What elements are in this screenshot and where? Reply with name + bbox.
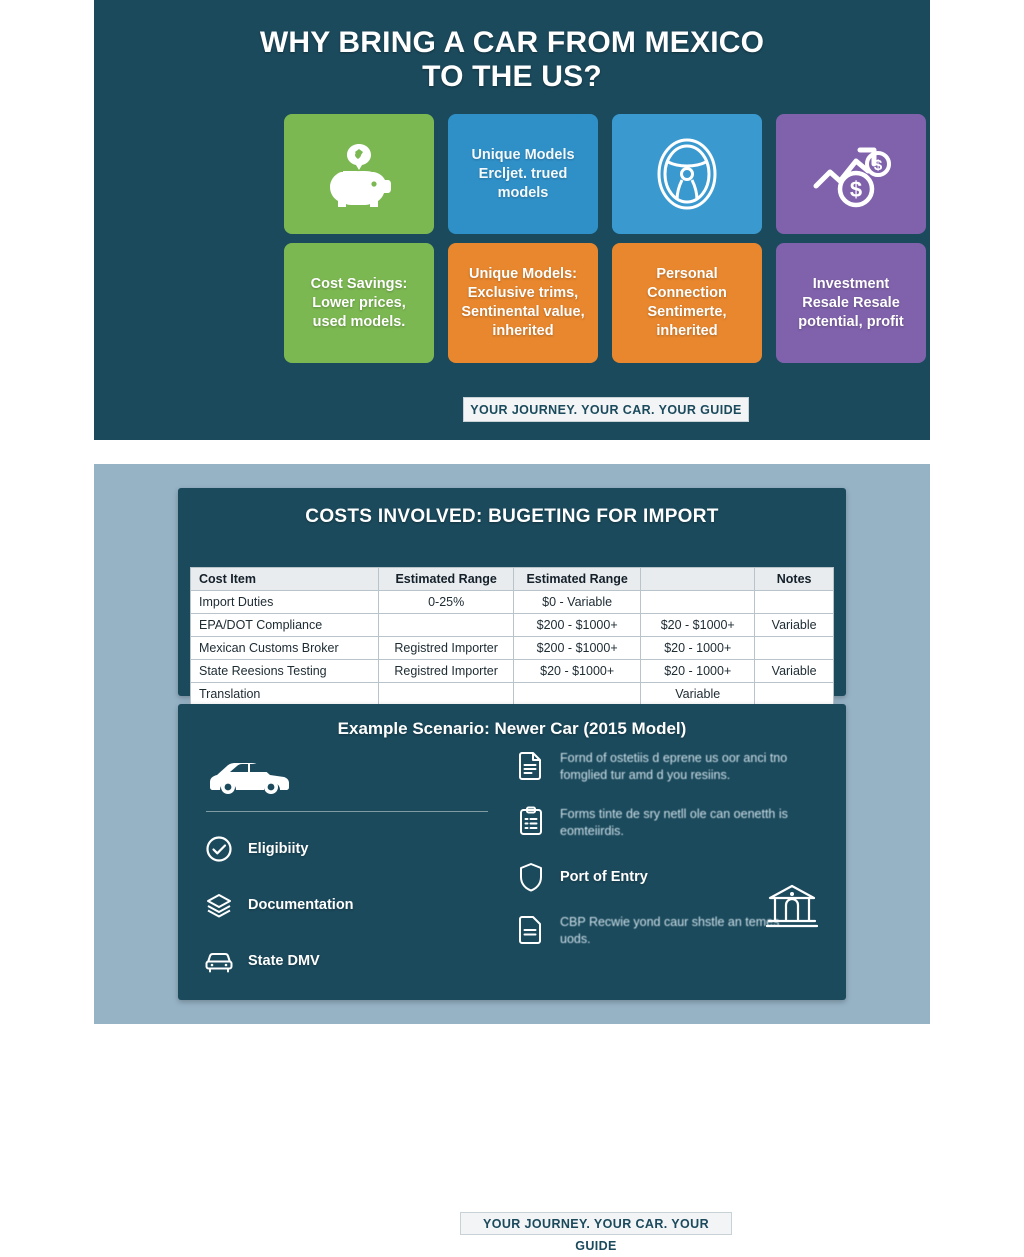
cell-range2: $0 - Variable bbox=[514, 591, 641, 614]
tile-line: inherited bbox=[492, 323, 554, 339]
table-header-row bbox=[191, 568, 834, 591]
example-scenario-title: Example Scenario: Newer Car (2015 Model) bbox=[337, 719, 687, 738]
cell-notes: Variable bbox=[755, 660, 834, 683]
table-row bbox=[191, 683, 834, 706]
list-item-blurb: Forms tinte de sry netll ole can oenetth is eomteiirdis. bbox=[560, 807, 788, 838]
cell-item: Import Duties bbox=[191, 591, 379, 614]
costs-table bbox=[190, 567, 834, 706]
document-icon bbox=[516, 914, 546, 944]
tile-steering-wheel[interactable] bbox=[612, 114, 762, 234]
title-line-1: WHY BRING A CAR FROM MEXICO bbox=[259, 26, 765, 59]
piggy-bank-icon bbox=[321, 138, 397, 210]
tile-unique-models-blue[interactable] bbox=[448, 114, 598, 234]
svg-text:$: $ bbox=[849, 177, 863, 202]
tile-text-unique-models bbox=[461, 265, 584, 341]
cell-range1: Registred Importer bbox=[379, 660, 514, 683]
tile-line: Cost Savings: bbox=[310, 275, 408, 292]
header-blank bbox=[641, 568, 755, 591]
list-item-state-dmv[interactable] bbox=[204, 946, 508, 976]
cell-item: Translation bbox=[191, 683, 379, 706]
table-row bbox=[191, 591, 834, 614]
costs-card-title: COSTS INVOLVED: BUGETING FOR IMPORT bbox=[305, 506, 719, 527]
shield-icon bbox=[516, 862, 546, 892]
header-range-2: Estimated Range bbox=[514, 568, 641, 591]
document-lines-icon bbox=[516, 750, 546, 780]
list-item-label: Eligibiity bbox=[248, 841, 309, 857]
cell-range3 bbox=[641, 591, 755, 614]
steering-wheel-icon bbox=[646, 132, 728, 216]
divider bbox=[206, 811, 488, 812]
list-item-eligibility[interactable] bbox=[204, 834, 508, 864]
text-tile-row bbox=[284, 243, 926, 363]
car-side-icon bbox=[204, 756, 508, 801]
page-title bbox=[94, 26, 930, 94]
tile-text-unique-models-blue bbox=[471, 146, 574, 203]
documents-stack-icon bbox=[204, 891, 234, 919]
icon-tile-row bbox=[284, 114, 926, 234]
svg-text:$: $ bbox=[873, 157, 883, 174]
tile-cost-savings[interactable] bbox=[284, 243, 434, 363]
list-item-label: Port of Entry bbox=[560, 869, 648, 885]
table-row bbox=[191, 660, 834, 683]
tile-investment[interactable] bbox=[776, 243, 926, 363]
header-notes: Notes bbox=[755, 568, 834, 591]
tile-unique-models[interactable] bbox=[448, 243, 598, 363]
list-item-label: State DMV bbox=[248, 953, 320, 969]
tile-line: Lower prices, bbox=[312, 294, 406, 311]
car-front-icon bbox=[204, 948, 234, 974]
example-right-column bbox=[508, 750, 846, 1002]
cell-range1 bbox=[379, 614, 514, 637]
list-item-label: Documentation bbox=[248, 897, 354, 913]
tile-line: Personal bbox=[656, 266, 718, 282]
cell-range2: $20 - $1000+ bbox=[514, 660, 641, 683]
tile-text-investment bbox=[798, 275, 904, 332]
table-row bbox=[191, 637, 834, 660]
cell-notes bbox=[755, 637, 834, 660]
tile-line: Unique Models bbox=[471, 146, 575, 163]
tagline-banner-top: YOUR JOURNEY. YOUR CAR. YOUR GUIDE bbox=[463, 397, 749, 422]
list-item-documentation[interactable] bbox=[204, 890, 508, 920]
bank-building-icon bbox=[766, 883, 818, 934]
tile-line: Resale Resale bbox=[802, 294, 900, 311]
cell-range3: $20 - 1000+ bbox=[641, 637, 755, 660]
tile-line: Sentimerte, bbox=[647, 304, 727, 320]
header-range-1: Estimated Range bbox=[379, 568, 514, 591]
cell-item: State Reesions Testing bbox=[191, 660, 379, 683]
growth-dollar-icon bbox=[808, 134, 894, 214]
cell-notes bbox=[755, 683, 834, 706]
cell-range1 bbox=[379, 683, 514, 706]
tile-line: Connection bbox=[647, 285, 727, 301]
tagline-banner-bottom: YOUR JOURNEY. YOUR CAR. YOUR GUIDE bbox=[460, 1212, 732, 1235]
top-panel bbox=[94, 0, 930, 440]
example-columns bbox=[178, 750, 846, 1002]
cell-item: EPA/DOT Compliance bbox=[191, 614, 379, 637]
bottom-panel bbox=[94, 464, 930, 1253]
cell-range2: $200 - $1000+ bbox=[514, 614, 641, 637]
tile-line: inherited bbox=[656, 323, 718, 339]
tile-line: Unique Models: bbox=[469, 266, 577, 282]
costs-card bbox=[178, 488, 846, 701]
tile-investment-growth[interactable] bbox=[776, 114, 926, 234]
cell-range3: $20 - 1000+ bbox=[641, 660, 755, 683]
tile-line: potential, profit bbox=[798, 313, 904, 330]
list-item-blurb: Fornd of ostetiis d eprene us oor anci tno fomglied tur amd d you resiins. bbox=[560, 751, 788, 782]
cell-range1: 0-25% bbox=[379, 591, 514, 614]
tile-line: models bbox=[497, 184, 549, 201]
tile-line: Sentinental value, bbox=[461, 304, 585, 320]
list-item-document-note-1[interactable] bbox=[516, 750, 846, 784]
table-row bbox=[191, 614, 834, 637]
cell-range3: $20 - $1000+ bbox=[641, 614, 755, 637]
list-item-blurb: CBP Recwie yond caur shstle an temes uods. bbox=[560, 915, 780, 946]
clipboard-icon bbox=[516, 806, 546, 836]
tile-line: Investment bbox=[812, 275, 890, 292]
example-left-column bbox=[178, 750, 508, 1002]
example-scenario-card bbox=[178, 704, 846, 1253]
cell-notes bbox=[755, 591, 834, 614]
tile-line: Exclusive trims, bbox=[467, 285, 579, 301]
cell-range2 bbox=[514, 683, 641, 706]
cell-range3: Variable bbox=[641, 683, 755, 706]
tile-personal-connection[interactable] bbox=[612, 243, 762, 363]
tile-line: Ercljet. trued bbox=[478, 165, 568, 182]
tile-line: used models. bbox=[312, 313, 406, 330]
title-line-2: TO THE US? bbox=[422, 60, 602, 93]
cell-notes: Variable bbox=[755, 614, 834, 637]
list-item-document-note-2[interactable] bbox=[516, 806, 846, 840]
cell-range1: Registred Importer bbox=[379, 637, 514, 660]
tile-text-personal-connection bbox=[647, 265, 727, 341]
cell-range2: $200 - $1000+ bbox=[514, 637, 641, 660]
tile-text-cost-savings bbox=[311, 275, 408, 332]
cell-item: Mexican Customs Broker bbox=[191, 637, 379, 660]
header-cost-item: Cost Item bbox=[191, 568, 379, 591]
tile-piggy-bank[interactable] bbox=[284, 114, 434, 234]
check-circle-icon bbox=[204, 835, 234, 863]
